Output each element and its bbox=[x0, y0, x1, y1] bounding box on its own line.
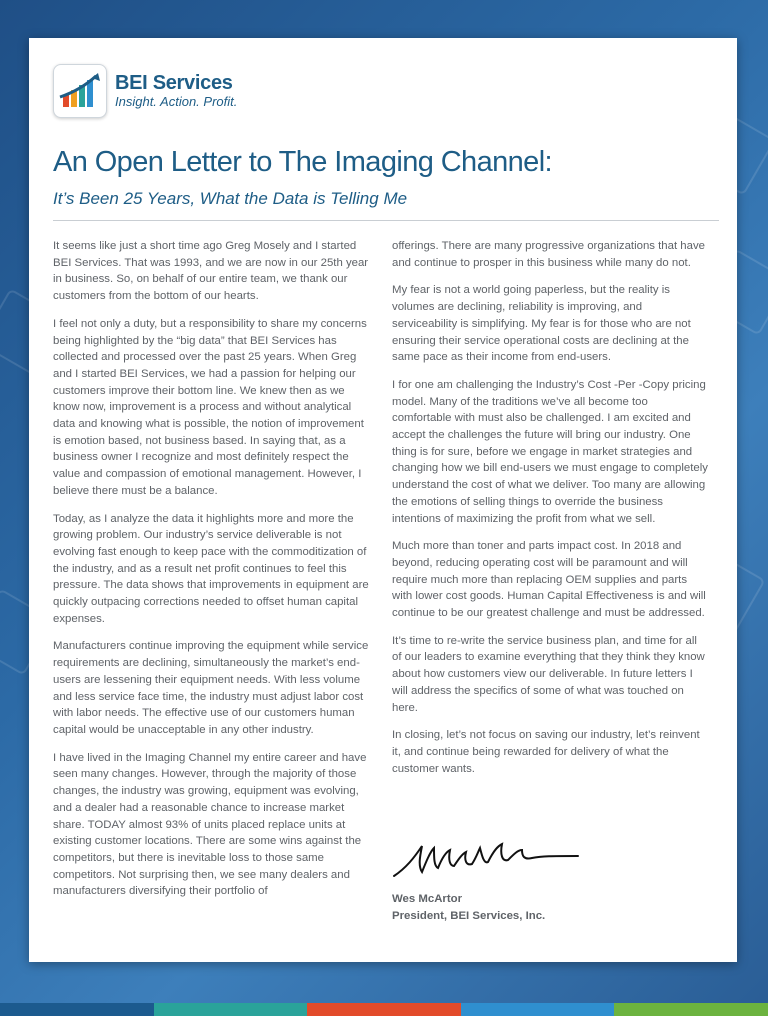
signer-role: President, BEI Services, Inc. bbox=[392, 910, 546, 922]
signer-block bbox=[392, 891, 545, 925]
paragraph: I feel not only a duty, but a responsibility to share my concerns being highlighted by the “big data” that BEI Services has collected and processed over the past 25 years. When Greg and I started BEI Services, we had a passion for helping our customers improve their bottom line. We knew then as we know now, improvement is a process and without analytical data and knowing what is possible, the notion of improvement is emotion based, not business based. In saying that, as a business owner I recognize and most definitely respect the value and compassion of emotional management. However, I believe there must be a balance. bbox=[53, 317, 367, 497]
paragraph: Today, as I analyze the data it highlights more and more the growing problem. Our industry’s service deliverable is not evolving fast enough to keep pace with the commoditization of the industry, and as a result net profit continues to feel this pressure. The data shows that improvements in equipment are quickly outpacing corrections needed to offset human capital expenses. bbox=[53, 512, 369, 625]
paragraph: Manufacturers continue improving the equipment while service requirements are declining, simultaneously the market’s end-users are lessening their equipment needs. With less volume and less service face time, the industry must adjust labor cost with labor needs. The effective use of our customers human capital would be unacceptable in any other industry. bbox=[53, 640, 369, 736]
right-column bbox=[392, 238, 708, 788]
paragraph: In closing, let’s not focus on saving our industry, let’s reinvent it, and continue being rewarded for delivery of what the customer wants. bbox=[392, 729, 700, 775]
letter-title: An Open Letter to The Imaging Channel: bbox=[53, 146, 553, 178]
brand-tagline: Insight. Action. Profit. bbox=[115, 94, 238, 109]
divider bbox=[53, 220, 719, 221]
paragraph: It’s time to re-write the service business plan, and time for all of our leaders to examine everything that they think they know about how customers view our deliverable. In future letters I will address the specifics of some of what was touched on here. bbox=[392, 634, 705, 714]
bar-chart-icon bbox=[53, 64, 107, 118]
paragraph: I for one am challenging the Industry’s Cost -Per -Copy pricing model. Many of the traditions we’ve all become too comfortable with must also be challenged. I am excited and accept the challenges the future will bring our industry. One thing is for sure, before we engage in market strategies and changing how we bill end-users we must engage to completely understand the cost of what we deliver. Too many are allowing the emotions of selling things to override the business intentions of maximizing the profit from what we sell. bbox=[392, 378, 708, 525]
footer-color-bar bbox=[0, 1003, 768, 1016]
paragraph: Much more than toner and parts impact cost. In 2018 and beyond, reducing operating cost will be paramount and will require much more than replacing OEM supplies and parts with lower cost goods. Human Capital Effectiveness is and will continue to be our greatest challenge and must be addressed. bbox=[392, 540, 706, 620]
signer-name: Wes McArtor bbox=[392, 893, 463, 905]
paragraph: I have lived in the Imaging Channel my entire career and have seen many changes. However, through the majority of those changes, the industry was growing, equipment was evolving, and a dealer had a reasonable chance to increase market share. TODAY almost 93% of units placed replace units at existing customer locations. There are some wins against the competitors, but there is inevitable loss to those same competitors. Not surprising then, we see many dealers and manufacturers diversifying their portfolio of bbox=[53, 751, 367, 898]
paragraph: offerings. There are many progressive organizations that have and continue to prosper in this business while many do not. bbox=[392, 240, 705, 269]
brand-name: BEI Services bbox=[115, 72, 233, 94]
paragraph: My fear is not a world going paperless, but the reality is volumes are declining, reliability is improving, and serviceability is simplifying. My fear is for those who are not ensuring their service operational costs are declining at the same pace as their income from end-users. bbox=[392, 284, 691, 364]
letter-page bbox=[29, 38, 737, 962]
paragraph: It seems like just a short time ago Greg Mosely and I started BEI Services. That was 1993, and we are now in our 25th year in business. So, on behalf of our entire team, we thank our customers from the bottom of our hearts. bbox=[53, 240, 369, 303]
left-column bbox=[53, 238, 369, 911]
brand-logo bbox=[53, 64, 237, 118]
letter-subtitle: It’s Been 25 Years, What the Data is Telling Me bbox=[53, 189, 408, 208]
signature-image bbox=[392, 838, 582, 882]
